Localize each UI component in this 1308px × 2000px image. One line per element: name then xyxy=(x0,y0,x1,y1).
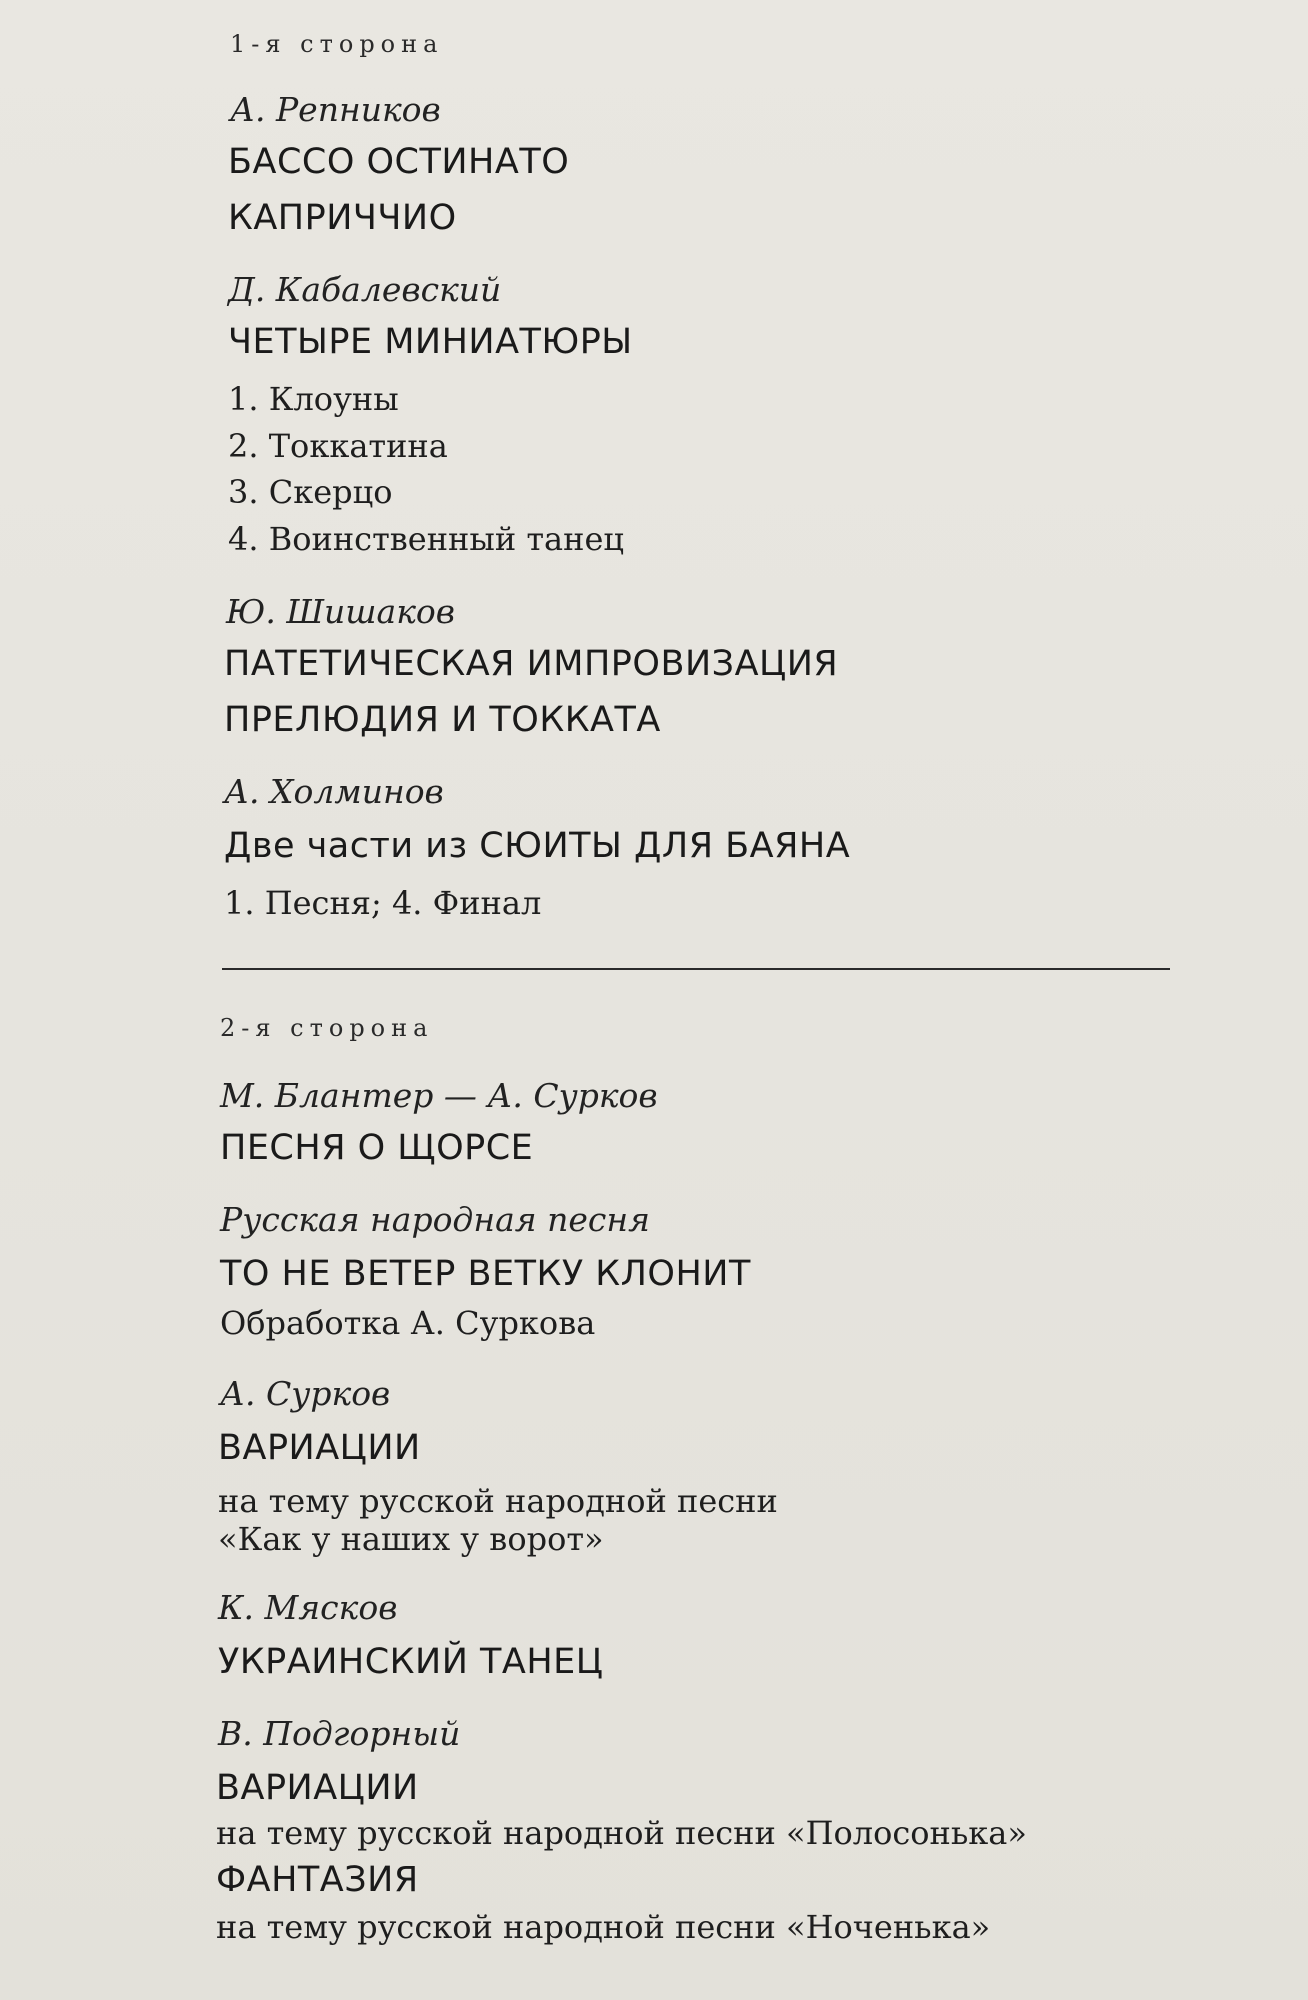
work-title: Две части из СЮИТЫ ДЛЯ БАЯНА xyxy=(224,826,851,866)
work-title: ПЕСНЯ О ЩОРСЕ xyxy=(220,1128,534,1168)
side-divider xyxy=(222,968,1170,970)
work-note: на тему русской народной песни «Полосонька» xyxy=(216,1814,1027,1852)
composer-folk-song: Русская народная песня xyxy=(220,1200,650,1239)
work-title: УКРАИНСКИЙ ТАНЕЦ xyxy=(218,1642,604,1682)
movement-item: 4. Воинственный танец xyxy=(228,520,624,558)
arrangement-note: Обработка А. Суркова xyxy=(220,1304,596,1342)
work-title: ПРЕЛЮДИЯ И ТОККАТА xyxy=(224,700,661,740)
composer-surkov: А. Сурков xyxy=(220,1374,391,1413)
work-title: ПАТЕТИЧЕСКАЯ ИМПРОВИЗАЦИЯ xyxy=(224,644,839,684)
composer-blanter-surkov: М. Блантер — А. Сурков xyxy=(220,1076,658,1115)
composer-repnikov: А. Репников xyxy=(230,90,441,129)
side-2-label: 2-я сторона xyxy=(220,1014,434,1042)
movement-item: 2. Токкатина xyxy=(228,427,448,465)
movement-item: 1. Песня; 4. Финал xyxy=(224,884,542,922)
work-note: на тему русской народной песни «Ноченька» xyxy=(216,1908,991,1946)
composer-myaskov: К. Мясков xyxy=(218,1588,398,1627)
work-title: ВАРИАЦИИ xyxy=(216,1768,419,1808)
work-title: КАПРИЧЧИО xyxy=(228,198,457,238)
side-1-label: 1-я сторона xyxy=(230,30,444,58)
work-title: ВАРИАЦИИ xyxy=(218,1428,421,1468)
composer-podgorny: В. Подгорный xyxy=(218,1714,461,1753)
movement-item: 1. Клоуны xyxy=(228,380,399,418)
work-note: «Как у наших у ворот» xyxy=(218,1520,604,1558)
movement-item: 3. Скерцо xyxy=(228,473,393,511)
composer-shishakov: Ю. Шишаков xyxy=(226,592,455,631)
work-title: ФАНТАЗИЯ xyxy=(216,1860,419,1900)
work-note: на тему русской народной песни xyxy=(218,1482,778,1520)
composer-kabalevsky: Д. Кабалевский xyxy=(228,270,502,309)
work-title: ТО НЕ ВЕТЕР ВЕТКУ КЛОНИТ xyxy=(220,1254,751,1294)
work-title: БАССО ОСТИНАТО xyxy=(228,142,570,182)
work-title: ЧЕТЫРЕ МИНИАТЮРЫ xyxy=(228,322,633,362)
composer-kholminov: А. Холминов xyxy=(224,772,444,811)
